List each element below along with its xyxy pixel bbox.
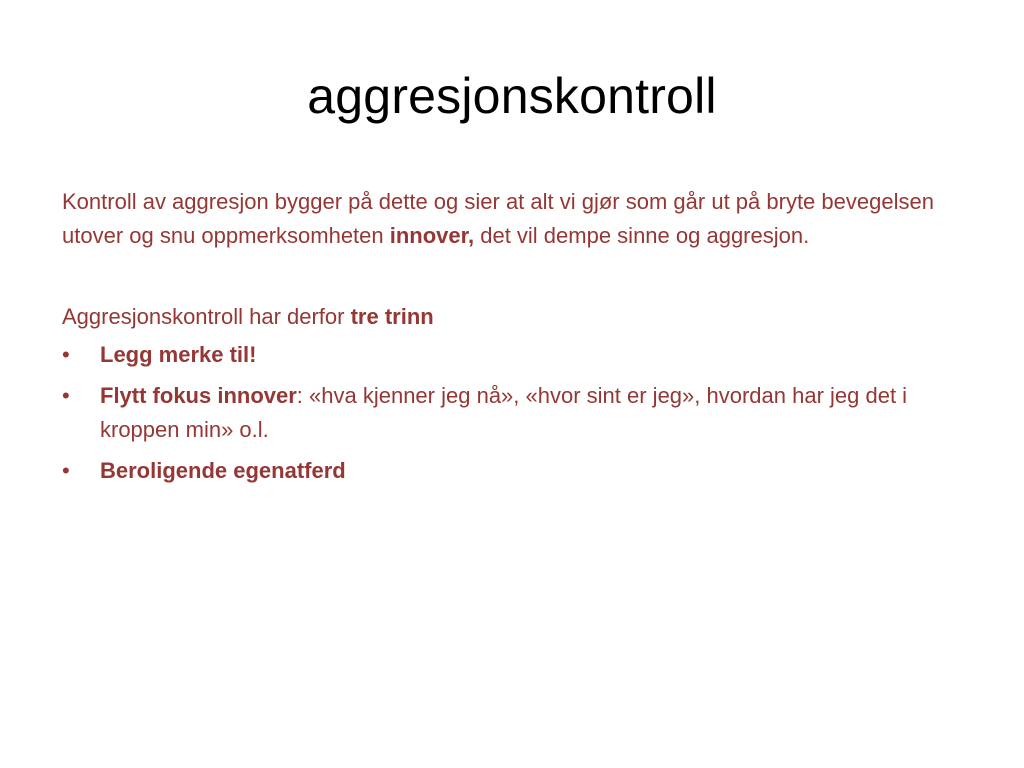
intro-bold-word: innover, [389, 223, 475, 248]
steps-heading [62, 300, 962, 334]
intro-text-before: Kontroll av aggresjon bygger på dette og sier at alt vi gjør som går ut på bryte bevegelsen utover og snu oppmerksomheten [62, 189, 934, 248]
steps-heading-bold: tre trinn [350, 304, 434, 329]
step-title: Flytt fokus innover [100, 383, 297, 408]
bullet-icon: • [62, 342, 70, 367]
intro-paragraph [62, 185, 962, 253]
bullet-icon: • [62, 458, 70, 483]
steps-heading-text: Aggresjonskontroll har derfor [62, 304, 351, 329]
step-title: Legg merke til! [100, 342, 257, 367]
slide-title: aggresjonskontroll [307, 68, 717, 124]
list-item [62, 454, 962, 488]
slide-body [62, 185, 962, 495]
step-title: Beroligende egenatferd [100, 458, 346, 483]
list-item [62, 379, 962, 447]
intro-text-after: det vil dempe sinne og aggresjon. [474, 223, 810, 248]
steps-list [62, 338, 962, 488]
bullet-icon: • [62, 383, 70, 408]
step-text: : «hva kjenner jeg nå», «hvor sint er jeg», hvordan har jeg det i kroppen min» o.l. [100, 383, 908, 442]
list-item [62, 338, 962, 372]
